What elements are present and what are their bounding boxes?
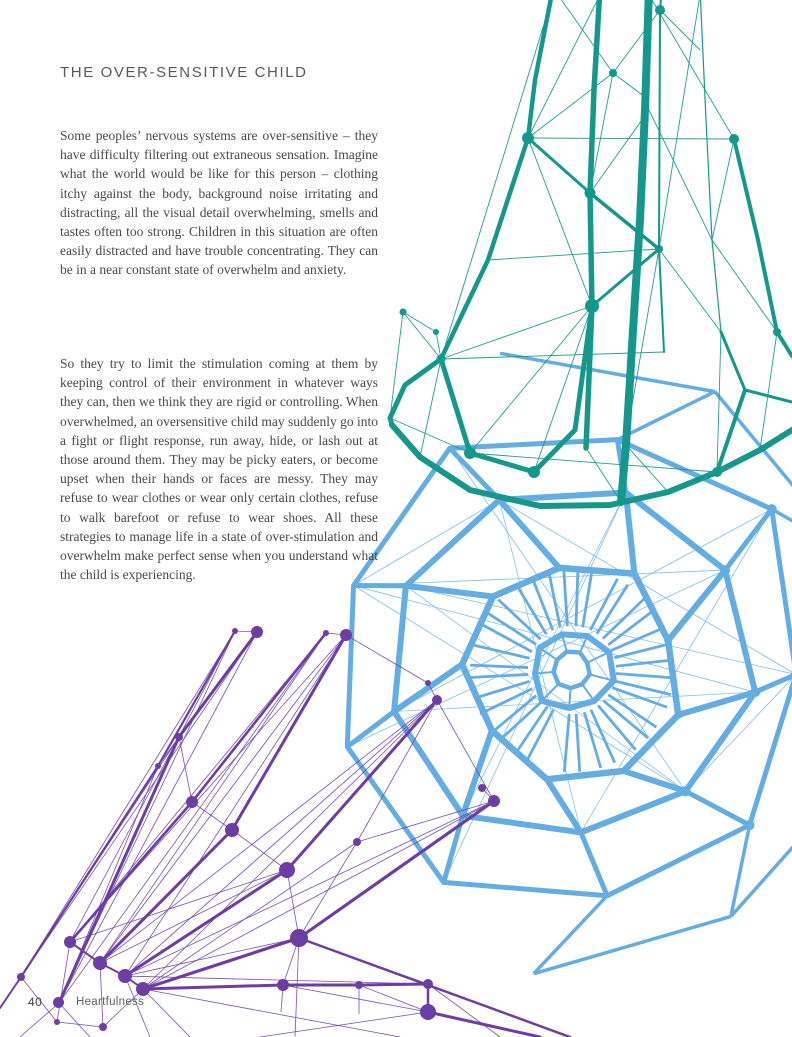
page-title: THE OVER-SENSITIVE CHILD [60,64,308,81]
magazine-brand: Heartfulness [76,996,145,1008]
footer-dot [53,997,64,1008]
page-number: 40 [28,995,43,1009]
body-paragraph-1: Some peoples’ nervous systems are over-sensitive – they have difficulty filtering out extraneous sensation. Imagine what the world would be like for this person – clothing itchy against the body, background noise irritating and distracting, all the visual detail overwhelming, smells and tastes often too strong. Children in this situation are often easily distracted and have trouble concentrating. They can be in a near constant state of overwhelm and anxiety. [60,128,378,278]
body-paragraph-2: So they try to limit the stimulation coming at them by keeping control of their environment in whatever ways they can, then we think they are rigid or controlling. When overwhelmed, an oversensitive child may suddenly go into a fight or flight response, run away, hide, or lash out at those around them. They may be picky eaters, or become upset when their hands or faces are messy. They may refuse to wear clothes or wear only certain clothes, refuse to walk barefoot or refuse to wear shoes. All these strategies to manage life in a state of over-stimulation and overwhelm make perfect sense when you understand what the child is experiencing. [60,356,378,583]
